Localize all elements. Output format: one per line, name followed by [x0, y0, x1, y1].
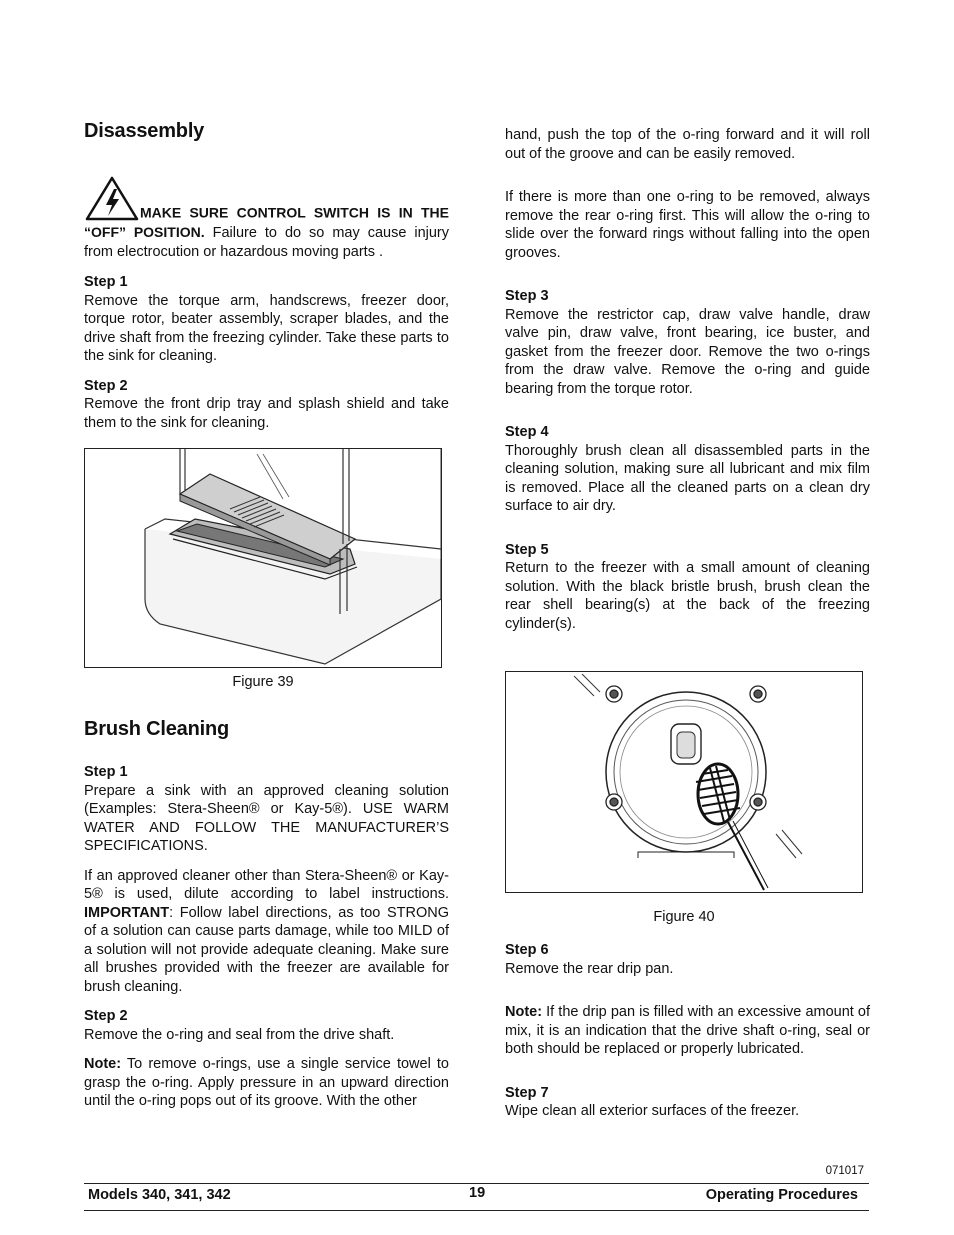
- heading-disassembly: Disassembly: [84, 120, 205, 142]
- footer-bottom-rule: [84, 1210, 869, 1211]
- right-column: [505, 126, 870, 1121]
- figure-40-image: [505, 671, 863, 893]
- right-note-label: Note:: [505, 1004, 543, 1020]
- multiple-orings-text: If there is more than one o-ring to be removed, always remove the rear o-ring first. This will allow the o-ring to slide over the forward rings without falling into the open grooves.: [505, 189, 870, 261]
- step4-label: Step 4: [505, 424, 549, 440]
- step5-label: Step 5: [505, 541, 549, 558]
- step3-text: Remove the restrictor cap, draw valve handle, draw valve pin, draw valve, front bearing, ice buster, and gasket from the freezer door. Remove the two o-rings from the draw valve. Remove the o-ring and guide bearing from the torque rotor.: [505, 306, 870, 397]
- brush-step2-label: Step 2: [84, 1008, 128, 1024]
- step3-label: Step 3: [505, 288, 549, 304]
- brush-step2-text: Remove the o-ring and seal from the drive shaft.: [84, 1026, 395, 1043]
- step2-text: Remove the front drip tray and splash shield and take them to the sink for cleaning.: [84, 396, 449, 431]
- step6-label: Step 6: [505, 942, 549, 958]
- figure-40-caption: Figure 40: [653, 909, 715, 925]
- warning-block: [84, 175, 449, 261]
- footer-models: Models 340, 341, 342: [88, 1187, 231, 1203]
- step6-text: Remove the rear drip pan.: [505, 960, 674, 977]
- brush-step1-text: Prepare a sink with an approved cleaning solution (Examples: Stera-Sheen® or Kay-5®). USE WARM WATER AND FOLLOW THE MANUFACTURER’S SPECIFICATIONS.: [84, 782, 449, 854]
- step7-text: Wipe clean all exterior surfaces of the freezer.: [505, 1103, 800, 1119]
- electrical-hazard-icon: [84, 175, 140, 223]
- continued-text: hand, push the top of the o-ring forward and it will roll out of the groove and can be easily removed.: [505, 127, 870, 162]
- note-label: Note:: [84, 1056, 122, 1072]
- warning-bold: MAKE SURE CONTROL SWITCH IS IN THE “OFF” POSITION.: [84, 204, 449, 240]
- warning-text: Failure to do so may cause injury from electrocution or hazardous moving parts .: [84, 225, 450, 260]
- step1-label: Step 1: [84, 274, 128, 290]
- step7-label: Step 7: [505, 1084, 549, 1101]
- left-column: [84, 120, 449, 1111]
- page-number: 19: [469, 1185, 486, 1201]
- important-text: : Follow label directions, as too STRONG of a solution can cause parts damage, while too MILD of a solution will not provide adequate cleaning. Make sure all brushes provided with the freezer are available for brush cleaning.: [84, 904, 449, 995]
- figure-39-caption: Figure 39: [232, 674, 294, 690]
- footer-section: Operating Procedures: [705, 1187, 858, 1203]
- approved-cleaner-text: If an approved cleaner other than Stera-Sheen® or Kay-5® is used, dilute according to label instructions.: [84, 867, 449, 902]
- footer-top-rule: [84, 1183, 869, 1184]
- step2-label: Step 2: [84, 377, 128, 394]
- heading-brush-cleaning: Brush Cleaning: [84, 718, 229, 740]
- step1-text: Remove the torque arm, handscrews, freezer door, torque rotor, beater assembly, scraper blades, and the drive shaft from the freezing cylinder. Take these parts to the sink for cleaning.: [84, 292, 449, 364]
- step5-text: Return to the freezer with a small amount of cleaning solution. With the black bristle brush, brush clean the rear shell bearing(s) at the back of the freezing cylinder(s).: [505, 560, 870, 632]
- note-text: To remove o-rings, use a single service towel to grasp the o-ring. Apply pressure in an upward direction until the o-ring pops out of its groove. With the other: [84, 1056, 449, 1109]
- figure-39-image: [84, 448, 442, 668]
- important-label: IMPORTANT: [84, 904, 170, 921]
- document-code: 071017: [825, 1165, 864, 1177]
- right-note-text: If the drip pan is filled with an excessive amount of mix, it is an indication that the drive shaft o-ring, seal or both should be replaced or properly lubricated.: [505, 1004, 870, 1057]
- step4-text: Thoroughly brush clean all disassembled parts in the cleaning solution, making sure all lubricant and mix film is removed. Place all the cleaned parts on a clean dry surface to air dry.: [505, 442, 870, 514]
- brush-step1-label: Step 1: [84, 764, 128, 780]
